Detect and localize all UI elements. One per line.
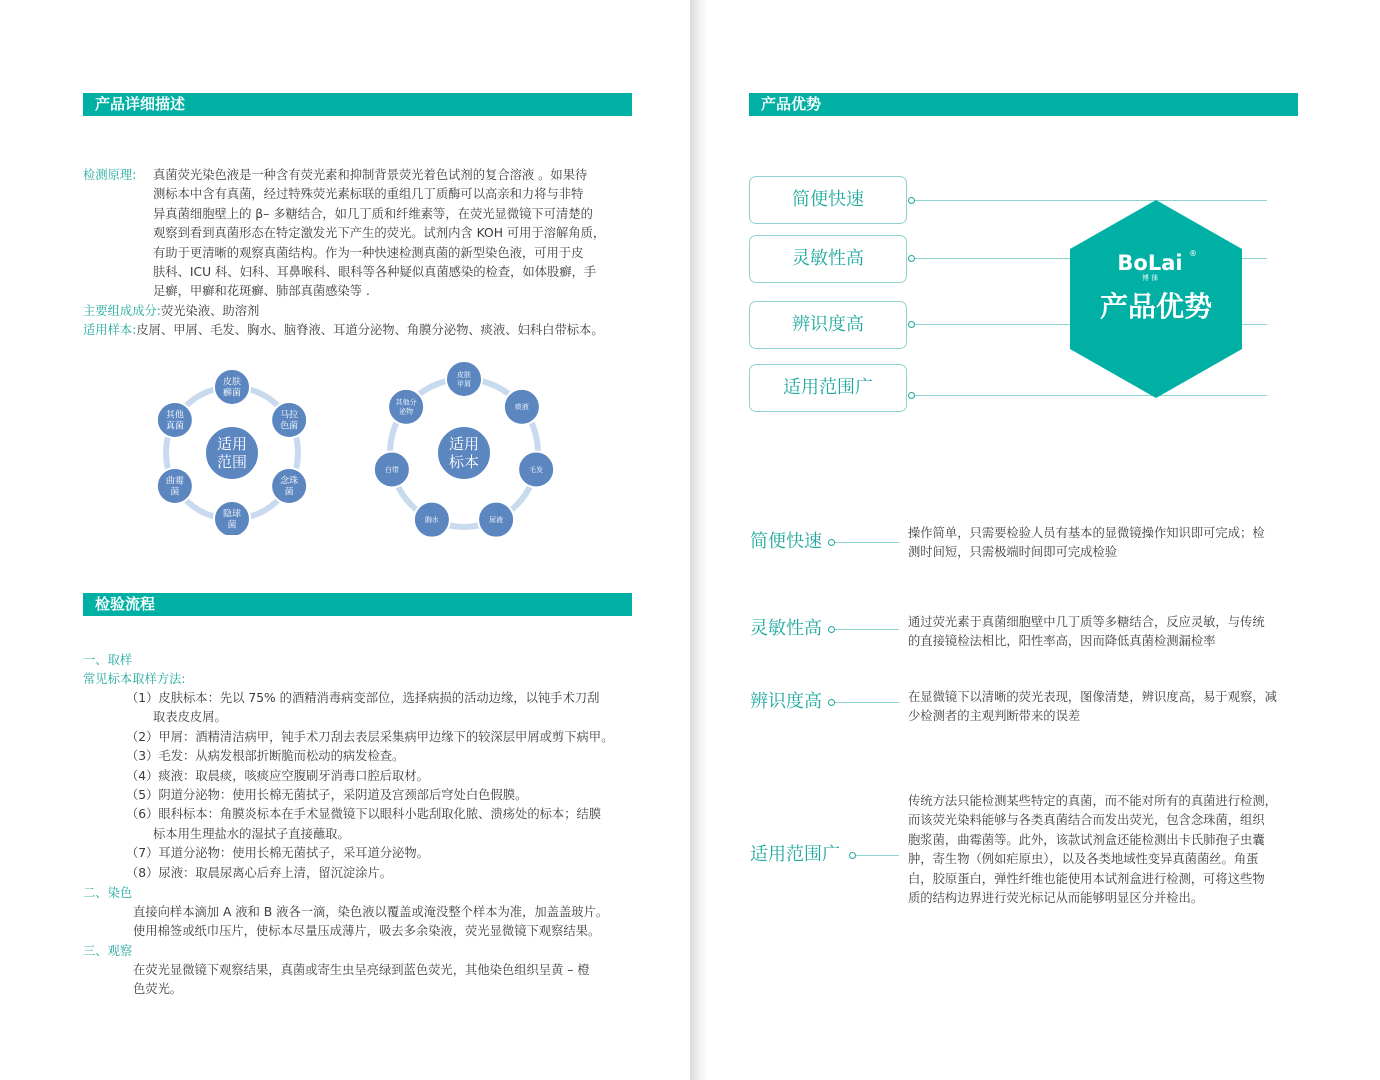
diagram-node bbox=[374, 451, 410, 487]
section-title-process: 检验流程 bbox=[83, 593, 632, 616]
diagram-center-label: 适用 bbox=[448, 435, 480, 453]
principle-line: 真菌荧光染色液是一种含有荧光素和抑制背景荧光着色试剂的复合溶液 。如果待 bbox=[153, 168, 588, 182]
step3-text bbox=[133, 961, 638, 1000]
feature-dot bbox=[828, 699, 835, 706]
feature-desc-line: 测时间短，只需极端时间即可完成检验 bbox=[908, 545, 1118, 560]
step2-line: 直接向样本滴加 A 液和 B 液各一滴，染色液以覆盖或淹没整个样本为准，加盖盖玻片。 bbox=[133, 905, 609, 919]
sample-method-item: （7）耳道分泌物：使用长棉无菌拭子，采耳道分泌物。 bbox=[126, 846, 429, 861]
components-row bbox=[83, 302, 259, 321]
advantage-box-sensitive: 灵敏性高 bbox=[749, 235, 907, 283]
principle-line: 测标本中含有真菌，经过特殊荧光素标联的重组几丁质酶可以高亲和力将与非特 bbox=[153, 187, 584, 202]
sample-method-item: （2）甲屑：酒精清洁病甲，钝手术刀刮去表层采集病甲边缘下的较深层甲屑或剪下病甲。 bbox=[126, 729, 614, 744]
feature-title-sensitive: 灵敏性高 bbox=[750, 618, 822, 639]
principle-line: 足癣，甲癣和花斑癣、肺部真菌感染等 . bbox=[153, 284, 370, 299]
diagram-node bbox=[446, 361, 482, 397]
feature-dot bbox=[828, 626, 835, 633]
feature-desc-sensitive bbox=[908, 613, 1300, 652]
diagram-node-label: 隐球 bbox=[222, 509, 242, 520]
sample-method-item: （3）毛发：从病发根部折断脆而松动的病发检查。 bbox=[126, 749, 405, 764]
diagram-node-label: 泌物 bbox=[399, 407, 414, 416]
diagram-center-label: 标本 bbox=[448, 453, 480, 471]
diagram-node-label: 白带 bbox=[384, 465, 399, 474]
diagram-center-label: 适用 bbox=[216, 435, 248, 453]
sample-method-continuation: 标本用生理盐水的湿拭子直接蘸取。 bbox=[153, 826, 350, 841]
samples-row bbox=[83, 321, 604, 340]
diagram-node-label: 其他 bbox=[165, 410, 184, 421]
feature-desc-line: 的直接镜检法相比，阳性率高，因而降低真菌检测漏检率 bbox=[908, 634, 1216, 649]
feature-desc-line: 而该荧光染料能够与各类真菌结合而发出荧光，包含念珠菌，组织 bbox=[908, 813, 1265, 828]
step2-line: 使用棉签或纸巾压片，使标本尽量压成薄片，吸去多余染液，荧光显微镜下观察结果。 bbox=[133, 924, 601, 939]
feature-title-range: 适用范围广 bbox=[750, 844, 840, 865]
feature-desc-line: 胞浆菌，曲霉菌等。此外，该款试剂盒还能检测出卡氏肺孢子虫囊 bbox=[908, 832, 1265, 847]
feature-desc-line: 白，胶原蛋白，弹性纤维也能使用本试剂盒进行检测，可将这些物 bbox=[908, 871, 1265, 886]
diagram-node-label: 曲霉 bbox=[165, 476, 184, 487]
advantage-box-simple: 简便快速 bbox=[749, 176, 907, 224]
diagram-node-label: 皮肤 bbox=[222, 377, 242, 388]
right-page bbox=[708, 0, 1380, 1080]
principle-text bbox=[153, 166, 635, 302]
feature-line bbox=[835, 629, 899, 630]
feature-line bbox=[856, 855, 899, 856]
diagram-node-label: 真菌 bbox=[165, 421, 184, 432]
diagram-center-label: 范围 bbox=[216, 453, 248, 471]
feature-dot bbox=[828, 539, 835, 546]
diagram-node-label: 毛发 bbox=[529, 465, 544, 474]
connector-dot bbox=[908, 197, 915, 204]
feature-title-simple: 简便快速 bbox=[750, 531, 822, 552]
feature-desc-line: 质的结构边界进行荧光标记从而能够明显区分并检出。 bbox=[908, 891, 1204, 906]
step2-title: 二、染色 bbox=[83, 886, 133, 900]
step3-title: 三、观察 bbox=[83, 944, 133, 958]
feature-desc-line: 通过荧光素于真菌细胞壁中几丁质等多糖结合，反应灵敏，与传统 bbox=[908, 615, 1265, 629]
connector-dot bbox=[908, 392, 915, 399]
sample-method-continuation: 取表皮皮屑。 bbox=[153, 710, 227, 725]
connector-dot bbox=[908, 255, 915, 262]
section-title-description: 产品详细描述 bbox=[83, 93, 632, 116]
advantage-box-range: 适用范围广 bbox=[749, 364, 907, 412]
diagram-node-label: 菌 bbox=[170, 487, 180, 498]
principle-line: 异真菌细胞壁上的 β– 多糖结合，如几丁质和纤维素等，在荧光显微镜下可清楚的 bbox=[153, 206, 593, 221]
diagram-node-label: 马拉 bbox=[280, 410, 299, 421]
diagram-node-label: 菌 bbox=[284, 487, 294, 498]
feature-line bbox=[835, 542, 899, 543]
logo-text: BoLai bbox=[1117, 251, 1183, 275]
sample-diagram bbox=[370, 360, 560, 540]
diagram-node bbox=[388, 389, 424, 425]
logo-subtext: 博 徕 bbox=[1141, 274, 1159, 282]
diagram-node-label: 皮肤 bbox=[457, 370, 471, 379]
advantage-hexagon bbox=[1068, 198, 1244, 400]
principle-line: 肤科、ICU 科、妇科、耳鼻喉科、眼科等各种疑似真菌感染的检查，如体股癣，手 bbox=[153, 265, 597, 280]
samples-label: 适用样本: bbox=[83, 323, 137, 337]
diagram-node bbox=[214, 369, 250, 405]
step1-subtitle: 常见标本取样方法: bbox=[83, 672, 186, 686]
scope-diagram bbox=[150, 365, 315, 535]
advantage-box-recognition: 辨识度高 bbox=[749, 301, 907, 349]
diagram-node bbox=[157, 402, 193, 438]
feature-desc-simple bbox=[908, 524, 1300, 563]
diagram-node bbox=[271, 402, 307, 438]
diagram-node bbox=[214, 501, 250, 535]
diagram-node-label: 尿液 bbox=[489, 516, 504, 525]
step3-line: 色荧光。 bbox=[133, 982, 183, 997]
feature-desc-line: 传统方法只能检测某些特定的真菌，而不能对所有的真菌进行检测， bbox=[908, 794, 1277, 808]
step3-line: 在荧光显微镜下观察结果，真菌或寄生虫呈亮绿到蓝色荧光，其他染色组织呈黄 – 橙 bbox=[133, 963, 590, 977]
diagram-node-label: 甲屑 bbox=[457, 379, 471, 388]
principle-line: 有助于更清晰的观察真菌结构。作为一种快速检测真菌的新型染色液，可用于皮 bbox=[153, 245, 584, 260]
feature-desc-line: 操作简单，只需要检验人员有基本的显微镜操作知识即可完成；检 bbox=[908, 526, 1265, 540]
diagram-node-label: 痰液 bbox=[514, 403, 529, 412]
logo-registered-mark: ® bbox=[1189, 249, 1197, 258]
feature-desc-recognition bbox=[908, 688, 1300, 727]
components-label: 主要组成成分: bbox=[83, 304, 161, 318]
section-title-advantages: 产品优势 bbox=[749, 93, 1298, 116]
diagram-node bbox=[271, 468, 307, 504]
diagram-node-label: 色菌 bbox=[280, 421, 299, 432]
sample-method-item: （5）阴道分泌物：使用长棉无菌拭子，采阴道及宫颈部后穹处白色假膜。 bbox=[126, 788, 528, 803]
connector-dot bbox=[908, 321, 915, 328]
step1-title: 一、取样 bbox=[83, 653, 133, 667]
samples-value: 皮屑、甲屑、毛发、胸水、脑脊液、耳道分泌物、角膜分泌物、痰液、妇科白带标本。 bbox=[136, 323, 604, 337]
diagram-node-label: 菌 bbox=[227, 520, 237, 531]
diagram-node bbox=[504, 389, 540, 425]
step2-text bbox=[133, 903, 638, 942]
sample-methods bbox=[126, 689, 636, 883]
diagram-node-label: 念珠 bbox=[280, 476, 299, 487]
diagram-node-label: 其他分 bbox=[395, 398, 417, 407]
feature-desc-range bbox=[908, 792, 1300, 908]
sample-method-item: （4）痰液：取晨痰，咳痰应空腹刷牙消毒口腔后取材。 bbox=[126, 768, 429, 783]
feature-dot bbox=[849, 852, 856, 859]
principle-label: 检测原理: bbox=[83, 168, 137, 182]
feature-line bbox=[835, 702, 899, 703]
hexagon-title: 产品优势 bbox=[1099, 290, 1213, 323]
principle-line: 观察到看到真菌形态在特定激发光下产生的荧光。试剂内含 KOH 可用于溶解角质， bbox=[153, 226, 606, 241]
diagram-node bbox=[478, 502, 514, 538]
feature-title-recognition: 辨识度高 bbox=[750, 691, 822, 712]
sample-method-item: （8）尿液：取晨尿离心后弃上清，留沉淀涂片。 bbox=[126, 865, 393, 880]
diagram-node-label: 癣菌 bbox=[222, 388, 242, 399]
sample-method-item: （1）皮肤标本：先以 75% 的酒精消毒病变部位，选择病损的活动边缘，以钝手术刀刮 bbox=[126, 691, 600, 705]
diagram-node bbox=[414, 502, 450, 538]
sample-method-item: （6）眼科标本：角膜炎标本在手术显微镜下以眼科小匙刮取化脓、溃疡处的标本；结膜 bbox=[126, 807, 602, 822]
diagram-node bbox=[157, 468, 193, 504]
feature-desc-line: 在显微镜下以清晰的荧光表现，图像清楚，辨识度高，易于观察，减 bbox=[908, 690, 1277, 704]
diagram-node-label: 胸水 bbox=[424, 516, 439, 525]
components-value: 荧光染液、助溶剂 bbox=[160, 304, 260, 318]
feature-desc-line: 肿，寄生物（例如疟原虫），以及各类地域性变异真菌菌丝。角蛋 bbox=[908, 852, 1259, 867]
book-gutter bbox=[690, 0, 708, 1080]
diagram-node bbox=[518, 451, 554, 487]
feature-desc-line: 少检测者的主观判断带来的误差 bbox=[908, 709, 1081, 724]
